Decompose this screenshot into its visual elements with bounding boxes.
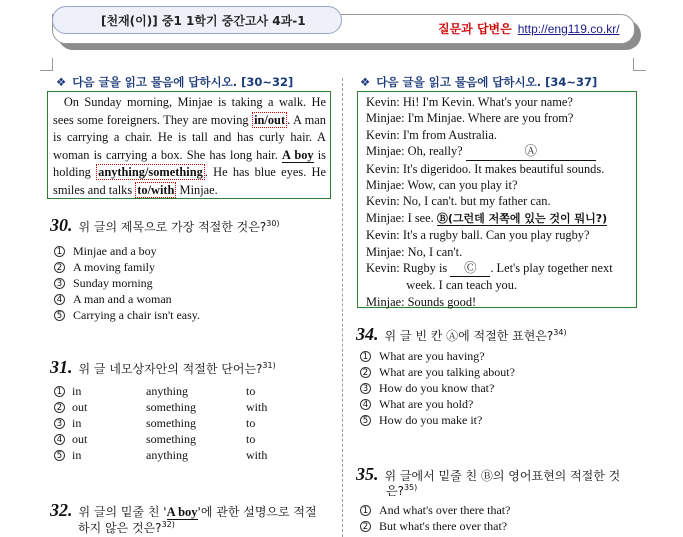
question-35-text-b: 은? (386, 484, 404, 498)
header-title-text: [천재(이)] 중1 1학기 중간고사 4과-1 (101, 13, 306, 28)
option-cell-1: in (72, 383, 82, 398)
question-34-ref: 34) (553, 328, 567, 337)
question-32-ref: 32) (161, 520, 175, 529)
word-choice-box-1: in/out (254, 112, 286, 127)
question-31-ref: 31) (262, 361, 276, 370)
option-number-mark: 1 (54, 246, 65, 257)
option-text: What are you hold? (379, 397, 474, 412)
column-divider (342, 78, 343, 537)
option-cell-2: anything (146, 448, 188, 463)
option-text: A man and a woman (73, 292, 172, 307)
dialog-text: Minjae: Sounds good! (366, 294, 477, 309)
option-cell-3: to (246, 415, 256, 430)
question-35-option-1[interactable] (360, 502, 510, 518)
option-text: How do you know that? (379, 380, 495, 395)
question-30-options (54, 243, 200, 324)
question-30-option-3[interactable] (54, 275, 200, 291)
question-31-option-1[interactable] (54, 383, 334, 399)
question-31-options (54, 383, 334, 464)
question-30-option-4[interactable] (54, 292, 200, 308)
option-cell-2: anything (146, 383, 188, 398)
question-31-option-4[interactable] (54, 432, 334, 448)
dialog-text: Minjae: Oh, really? (366, 144, 466, 159)
question-32-number: 32. (50, 500, 73, 520)
question-35-number: 35. (356, 464, 379, 484)
option-text: Minjae and a boy (73, 243, 157, 258)
dialog-text: . Let's play together next (490, 261, 613, 276)
question-34-text: 위 글 빈 칸 Ⓐ에 적절한 표현은? (384, 329, 554, 343)
question-34-option-1[interactable] (360, 348, 515, 364)
option-cell-2: something (146, 415, 196, 430)
dialog-text: Kevin: I'm from Australia. (366, 127, 497, 142)
question-31-option-5[interactable] (54, 448, 334, 464)
option-number-mark: 2 (360, 367, 371, 378)
question-34-option-3[interactable] (360, 380, 515, 396)
dialog-line (366, 177, 630, 193)
question-31-title (50, 357, 276, 378)
dialog-line (366, 260, 630, 277)
question-31-text: 위 글 네모상자안의 적절한 단어는? (78, 362, 263, 376)
site-url-link[interactable]: http://eng119.co.kr/ (517, 22, 620, 36)
question-30-option-5[interactable] (54, 308, 200, 324)
question-30-number: 30. (50, 215, 73, 235)
option-text: But what's there over that? (379, 518, 508, 533)
option-cell-1: out (72, 432, 88, 447)
question-31-number: 31. (50, 357, 73, 377)
corner-mark-top-right (633, 58, 646, 71)
dialog-line (366, 110, 630, 126)
option-number-mark: 5 (360, 415, 371, 426)
question-31-option-3[interactable] (54, 415, 334, 431)
option-number-mark: 4 (54, 434, 65, 445)
dialog-text: Kevin: Rugby is (366, 261, 451, 276)
question-31-option-2[interactable] (54, 399, 334, 415)
right-instruction-text: 다음 글을 읽고 물음에 답하시오. [34~37] (376, 75, 598, 89)
dialog-line (366, 127, 630, 143)
dialog-text: Minjae: Wow, can you play it? (366, 178, 518, 193)
dialog-line (366, 294, 630, 310)
qa-label: 질문과 답변은 (438, 22, 512, 36)
question-35-option-2[interactable] (360, 518, 510, 534)
option-cell-3: with (246, 399, 268, 414)
blank-a: Ⓐ (466, 143, 596, 160)
option-number-mark: 2 (360, 521, 371, 532)
diamond-icon: ❖ (360, 75, 371, 89)
left-instruction-text: 다음 글을 읽고 물음에 답하시오. [30~32] (72, 75, 294, 89)
dialog-text: Minjae: I see. (366, 210, 437, 225)
option-cell-2: something (146, 432, 196, 447)
question-30-option-2[interactable] (54, 259, 200, 275)
dialog-text: Kevin: It's digeridoo. It makes beautiful sounds. (366, 161, 605, 176)
question-32-title-line2 (78, 519, 175, 536)
question-30-ref: 30) (266, 219, 280, 228)
option-cell-1: out (72, 399, 88, 414)
dialog-passage (357, 91, 637, 308)
dialog-text: Minjae: No, I can't. (366, 244, 463, 259)
question-34-option-4[interactable] (360, 397, 515, 413)
question-30-option-1[interactable] (54, 243, 200, 259)
option-number-mark: 3 (54, 418, 65, 429)
question-32-text-a: 위 글의 밑줄 친 ' (78, 505, 167, 519)
option-text: How do you make it? (379, 413, 483, 428)
question-34-option-2[interactable] (360, 364, 515, 380)
option-cell-3: to (246, 432, 256, 447)
option-number-mark: 4 (360, 399, 371, 410)
dialog-text: Kevin: Hi! I'm Kevin. What's your name? (366, 95, 573, 109)
question-30-text: 위 글의 제목으로 가장 적절한 것은? (78, 220, 267, 234)
blank-c: Ⓒ (450, 260, 490, 277)
option-cell-3: with (246, 448, 268, 463)
option-number-mark: 1 (360, 505, 371, 516)
word-choice-box-3: to/with (137, 182, 175, 197)
dialog-text: week. I can teach you. (366, 278, 518, 293)
dialog-line (366, 143, 630, 160)
dialog-line (366, 161, 630, 177)
question-34-title (356, 324, 567, 345)
dialog-line (366, 227, 630, 243)
option-text: A moving family (73, 259, 155, 274)
underlined-korean-b: Ⓑ(그런데 저쪽에 있는 것이 뭐니?) (436, 211, 608, 225)
option-cell-3: to (246, 383, 256, 398)
option-text: Carrying a chair isn't easy. (73, 308, 201, 323)
question-30-title (50, 215, 280, 236)
passage-text-4: . He has blue eyes. He smiles and talks (53, 165, 326, 197)
dialog-text: Kevin: It's a rugby ball. Can you play rugby? (366, 228, 590, 243)
passage-text-5: Minjae. (176, 182, 218, 197)
corner-mark-top-left (40, 58, 53, 71)
dialog-line (366, 244, 630, 260)
question-32-text-b: '에 관한 설명으로 적절 (197, 505, 317, 519)
question-35-ref: 35) (403, 483, 418, 492)
option-number-mark: 1 (360, 351, 371, 362)
option-text: Sunday morning (73, 275, 153, 290)
option-text: And what's over there that? (379, 502, 511, 517)
passage-text-1: On Sunday morning, Minjae is taking a walk. He sees some foreigners. They are moving (53, 95, 326, 127)
option-number-mark: 1 (54, 386, 65, 397)
header-title (52, 6, 342, 34)
question-35-title-line2 (386, 482, 417, 499)
option-cell-2: something (146, 399, 196, 414)
dialog-text: Kevin: No, I can't. but my father can. (366, 194, 551, 209)
question-35-options (360, 502, 510, 534)
word-choice-box-2: anything/something (98, 165, 203, 180)
passage-text-3: is holding (53, 147, 326, 180)
left-passage: On Sunday morning, Minjae is taking a walk. He sees some foreigners. They are moving in/out . A man is carrying a chair. He is tall and has curly hair. A woman is carrying a box. She has long hair. A boy is holding anything/something . He has blue eyes. He smiles and talks to/with Minjae. (47, 91, 331, 199)
question-34-options (360, 348, 515, 429)
diamond-icon: ❖ (56, 75, 67, 89)
question-32-title (50, 500, 317, 521)
right-instruction (360, 74, 597, 90)
option-number-mark: 3 (54, 278, 65, 289)
left-instruction (56, 74, 293, 90)
question-32-text-c: 하지 않은 것은? (78, 521, 162, 535)
option-number-mark: 4 (54, 294, 65, 305)
passage-text-2: A man is carrying a chair. He is tall and has curly hair. A woman is carrying a box. She has long hair. (53, 112, 327, 162)
dialog-text: Minjae: I'm Minjae. Where are you from? (366, 111, 574, 126)
question-34-option-5[interactable] (360, 413, 515, 429)
question-32-underlined: A boy (166, 505, 198, 519)
option-number-mark: 2 (54, 402, 65, 413)
underlined-a-boy: A boy (281, 147, 314, 162)
dialog-line (366, 210, 630, 227)
question-35-text-a: 위 글에서 밑줄 친 Ⓑ의 영어표현의 적절한 것 (384, 469, 621, 483)
dialog-line (366, 94, 630, 110)
option-cell-1: in (72, 448, 82, 463)
option-text: What are you having? (379, 348, 485, 363)
option-cell-1: in (72, 415, 82, 430)
option-number-mark: 5 (54, 310, 65, 321)
header-contact (438, 20, 620, 37)
question-34-number: 34. (356, 324, 379, 344)
option-text: What are you talking about? (379, 364, 515, 379)
option-number-mark: 2 (54, 262, 65, 273)
dialog-line (366, 277, 630, 293)
dialog-line (366, 193, 630, 209)
option-number-mark: 5 (54, 450, 65, 461)
option-number-mark: 3 (360, 383, 371, 394)
